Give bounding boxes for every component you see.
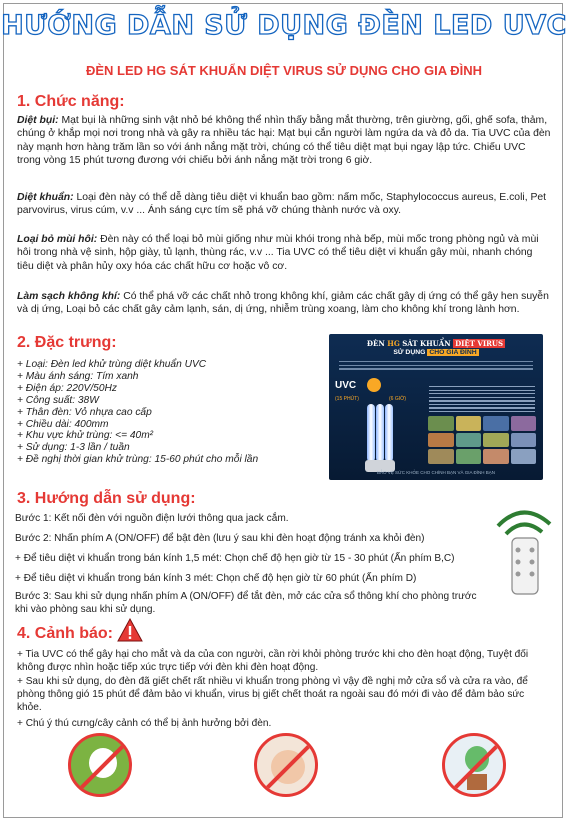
section-3-heading: 3. Hướng dẫn sử dụng: [17, 490, 196, 507]
promo-sun-time: (6 GIỜ) [389, 396, 407, 402]
promo-banner [329, 334, 543, 480]
section-1-heading: 1. Chức năng: [17, 93, 125, 110]
function-odor [17, 233, 551, 273]
uvc-lamp-illustration [363, 404, 397, 474]
feature-item: + Công suất: 38W [17, 394, 99, 406]
no-plant-icon [442, 733, 506, 797]
promo-word: SỬ DỤNG [393, 349, 426, 356]
desc: Có thể phá vỡ các chất nhỏ trong không khí, giảm các chất gây dị ứng có thể gây hen suyễn và dị ứng, Loại bỏ các chất gây cảm lạnh, sán, dị ứng, nhiễm trùng xoang, làm cho không khí trong lành hơn. [17, 291, 549, 316]
feature-item: + Đề nghị thời gian khử trùng: 15-60 phút cho mỗi lần [17, 454, 259, 466]
section-2-heading: 2. Đặc trưng: [17, 334, 117, 351]
page-title: HƯỚNG DẪN SỬ DỤNG ĐÈN LED UVC [1, 10, 567, 41]
step-2-option-2: + Để tiêu diệt vi khuẩn trong bán kính 3 mét: Chọn chế độ hẹn giờ từ 60 phút (Ấn phím D) [15, 573, 417, 584]
warning-2: + Sau khi sử dụng, do đèn đã giết chết rất nhiều vi khuẩn trong phòng vì vậy đề nghị mở cửa sổ và cửa ra vào, để phòng thông gió 15 phút để đảm bảo vi khuẩn, virus bị giết chết thoát ra ngoài sau đó mới đi vào để đảm bảo sức khỏe. [17, 676, 528, 713]
page-subtitle: ĐÈN LED HG SÁT KHUẨN DIỆT VIRUS SỬ DỤNG CHO GIA ĐÌNH [86, 63, 482, 78]
promo-fine-print [339, 361, 533, 373]
feature-item: + Sử dụng: 1-3 lần / tuần [17, 442, 130, 454]
warning-triangle-icon [117, 618, 143, 642]
promo-brand: HG [387, 339, 400, 348]
feature-item: + Chiều dài: 400mm [17, 418, 109, 430]
promo-footer: BẢO VỆ SỨC KHỎE CHO CHÍNH BẠN VÀ GIA ĐÌNH BẠN [376, 470, 496, 475]
promo-word: ĐÈN [366, 339, 385, 348]
feature-item: + Màu ánh sáng: Tím xanh [17, 370, 139, 382]
step-2: Bước 2: Nhấn phím A (ON/OFF) để bật đèn (lưu ý sau khi đèn hoạt động tránh xa khỏi đèn) [15, 533, 425, 544]
function-bacteria [17, 191, 551, 218]
germ-photo-grid [428, 416, 536, 464]
section-4-heading: 4. Cảnh báo: [17, 625, 114, 642]
function-air [17, 290, 551, 317]
promo-line-2 [329, 349, 543, 356]
function-dust [17, 114, 551, 167]
warning-3: + Chú ý thú cưng/cây cảnh có thể bị ảnh hưởng bởi đèn. [17, 718, 272, 729]
no-dog-icon [68, 733, 132, 797]
promo-uvc-time: (15 PHÚT) [335, 396, 359, 402]
step-2-option-1: + Để tiêu diệt vi khuẩn trong bán kính 1,5 mét: Chọn chế độ hẹn giờ từ 15 - 30 phút (Ấn phím B,C) [15, 553, 455, 564]
promo-highlight: DIỆT VIRUS [455, 339, 504, 348]
desc: Đèn này có thể loại bỏ mùi giống như mùi khói trong nhà bếp, mùi mốc trong phòng ngủ và mùi hôi trong nhà vệ sinh, hộp giày, tủ lạnh, thùng rác, v.v ... Tia UVC có thể tiêu diệt vi khuẩn gây mùi, nhanh chóng tiêu diệt và phân hủy oxy hóa các chất hữu cơ hoặc vô cơ. [17, 234, 539, 272]
term: Loại bỏ mùi hôi: [17, 234, 98, 245]
feature-item: + Loại: Đèn led khử trùng diệt khuẩn UVC [17, 359, 207, 370]
desc: Mạt bụi là những sinh vật nhỏ bé không thể nhìn thấy bằng mắt thường, trên giường, gối, ghế sofa, thảm, chúng ở khắp mọi nơi trong nhà và gây ra nhiều tác hại: Mạt bụi cắn người làm ngứa da và đỏ da. Tia UVC của đèn này mạnh hơn hàng trăm lần so với ánh nắng mặt trời, chúng có thể tiêu diệt mạt bụi ngay lập tức. Chiếu UVC trong vòng 15 phút tương đương với chiếu bởi ánh nắng mặt trời trong 6 giờ. [17, 115, 551, 166]
desc: Loại đèn này có thể dễ dàng tiêu diệt vi khuẩn bao gồm: nấm mốc, Staphylococcus aureus, E.coli, Pet parvovirus, virus cúm, v.v ... Ánh sáng cực tím sẽ phá vỡ chúng thành nước và oxy. [17, 192, 547, 217]
sun-icon [367, 378, 381, 392]
step-1: Bước 1: Kết nối đèn với nguồn điện lưới thông qua jack cắm. [15, 513, 289, 524]
step-3: Bước 3: Sau khi sử dụng nhấn phím A (ON/OFF) để tắt đèn, mở các cửa sổ thông khí cho phòng trước khi vào phòng sau khi sử dụng. [15, 591, 477, 615]
term: Diệt khuẩn: [17, 192, 74, 203]
term: Diệt bụi: [17, 115, 59, 126]
features-list [17, 359, 317, 466]
warning-1: + Tia UVC có thể gây hại cho mắt và da của con người, cần rời khỏi phòng trước khi cho đèn hoạt động, Tuyệt đối không được nhìn hoặc tiếp xúc trực tiếp với đèn khi đèn hoạt động. [17, 649, 529, 673]
remote-control-icon [488, 498, 558, 598]
term: Làm sạch không khí: [17, 291, 121, 302]
feature-item: + Khu vực khử trùng: <= 40m² [17, 430, 154, 442]
promo-description [429, 386, 535, 415]
feature-item: + Thân đèn: Vỏ nhựa cao cấp [17, 406, 152, 418]
promo-uvc-label: UVC [335, 380, 357, 391]
feature-item: + Điện áp: 220V/50Hz [17, 382, 117, 394]
no-baby-icon [254, 733, 318, 797]
promo-highlight: CHO GIA ĐÌNH [429, 349, 477, 356]
promo-line-1 [329, 339, 543, 348]
promo-word: SÁT KHUẨN [402, 339, 451, 348]
